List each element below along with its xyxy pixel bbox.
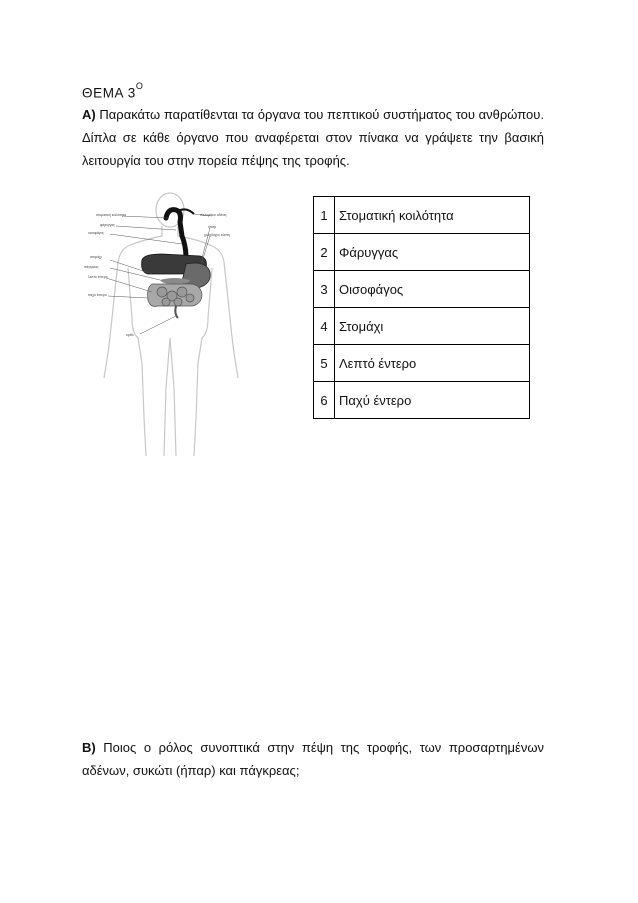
organ-name: Φάρυγγας: [335, 234, 530, 271]
question-a: [82, 103, 544, 172]
table-row: [314, 271, 530, 308]
organ-name: Στοματική κοιλότητα: [335, 197, 530, 234]
row-number: 1: [314, 197, 335, 234]
figure-label: σιελογόνοι αδένες: [200, 213, 227, 217]
table-row: [314, 382, 530, 419]
row-number: 3: [314, 271, 335, 308]
question-b: [82, 736, 544, 782]
question-b-text: Ποιος ο ρόλος συνοπτικά στην πέψη της τροφής, των προσαρτημένων αδένων, συκώτι (ήπαρ) και πάγκρεας;: [82, 740, 544, 778]
figure-label: στομάχι: [90, 255, 102, 259]
intestines-shape: [148, 284, 203, 306]
figure-labels-right: [200, 213, 230, 237]
table-row: [314, 197, 530, 234]
question-b-label: Β): [82, 740, 96, 755]
row-number: 5: [314, 345, 335, 382]
figure-label: οισοφάγος: [88, 231, 104, 235]
table-row: [314, 234, 530, 271]
figure-labels-left: [84, 213, 134, 337]
figure-label: λεπτό έντερο: [88, 275, 108, 279]
row-number: 6: [314, 382, 335, 419]
question-a-label: Α): [82, 107, 96, 122]
section-heading: [82, 81, 144, 101]
organ-name: Στομάχι: [335, 308, 530, 345]
section-heading-superscript: Ο: [135, 81, 144, 91]
figure-label: πάγκρεας: [84, 265, 99, 269]
row-number: 2: [314, 234, 335, 271]
question-a-text: Παρακάτω παρατίθενται τα όργανα του πεπτικού συστήματος του ανθρώπου. Δίπλα σε κάθε όργανο που αναφέρεται στον πίνακα να γράψετε την βασική λειτουργία του στην πορεία πέψης της τροφής.: [82, 107, 544, 168]
organ-name: Οισοφάγος: [335, 271, 530, 308]
figure-label: ήπαρ: [208, 225, 217, 229]
table-row: [314, 308, 530, 345]
organ-name: Λεπτό έντερο: [335, 345, 530, 382]
figure-label: ορθό: [126, 333, 134, 337]
figure-label: στοματική κοιλότητα: [96, 213, 127, 217]
row-number: 4: [314, 308, 335, 345]
figure-label: χοληδόχος κύστη: [204, 233, 230, 237]
figure-label: παχύ έντερο: [88, 293, 107, 297]
figure-label: φάρυγγας: [100, 223, 115, 227]
section-heading-text: ΘΕΜΑ 3: [82, 85, 136, 101]
digestive-system-figure: [82, 188, 300, 466]
organ-name: Παχύ έντερο: [335, 382, 530, 419]
organs-table: [313, 196, 530, 419]
table-row: [314, 345, 530, 382]
